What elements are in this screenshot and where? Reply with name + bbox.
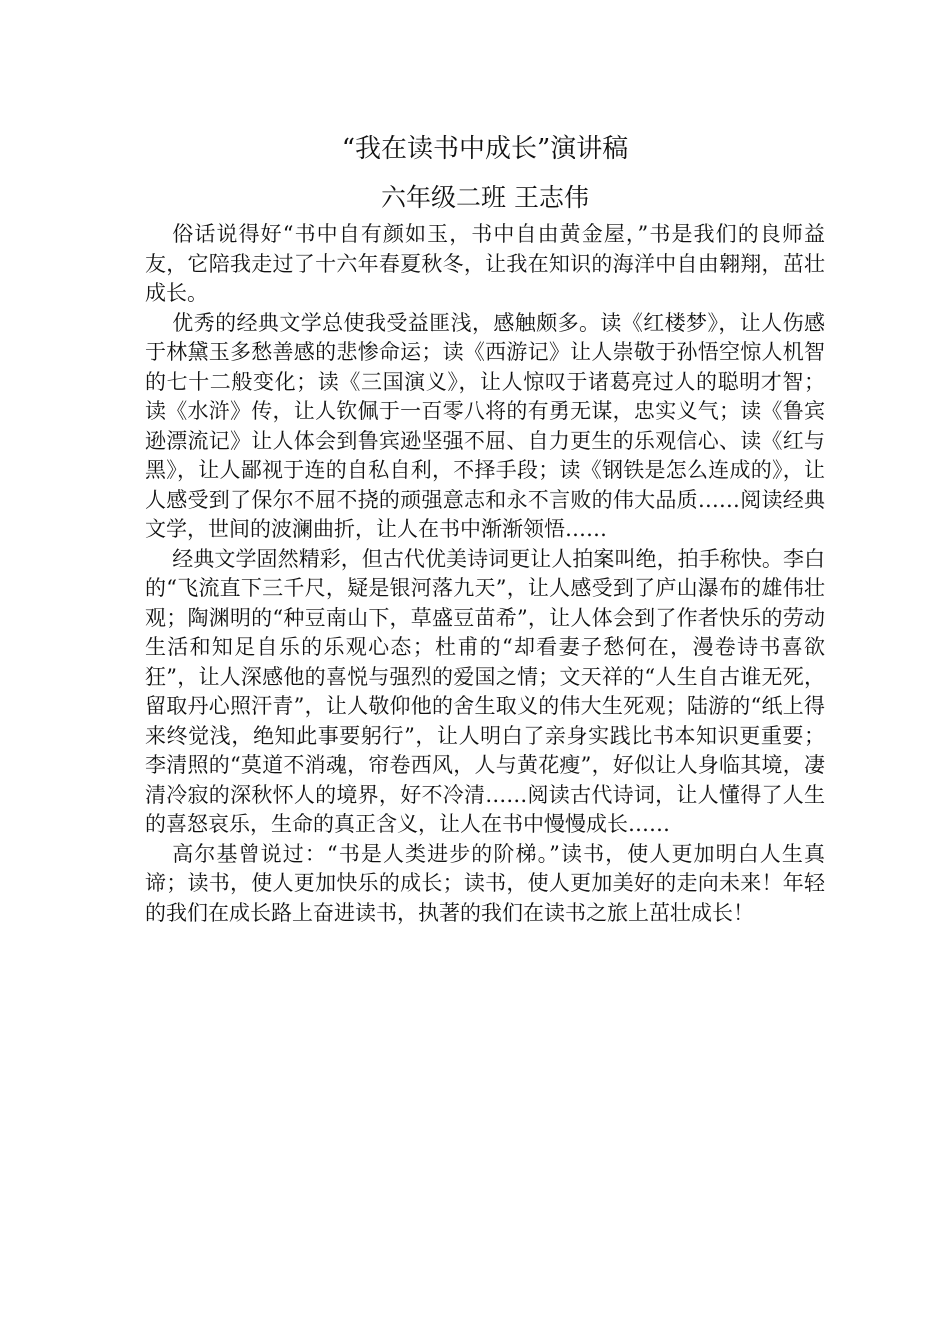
paragraph-poetry: 经典文学固然精彩，但古代优美诗词更让人拍案叫绝，拍手称快。李白的“飞流直下三千尺，疑是银河落九天”，让人感受到了庐山瀑布的雄伟壮观；陶渊明的“种豆南山下，草盛豆苗希”，让人体会到了作者快乐的劳动生活和知足自乐的乐观心态；杜甫的“却看妻子愁何在，漫卷诗书喜欲狂”，让人深感他的喜悦与强烈的爱国之情；文天祥的“人生自古谁无死，留取丹心照汗青”，让人敬仰他的舍生取义的伟大生死观；陆游的“纸上得来终觉浅，绝知此事要躬行”，让人明白了亲身实践比书本知识更重要；李清照的“莫道不消魂，帘卷西风，人与黄花瘦”，好似让人身临其境，凄清冷寂的深秋怀人的境界，好不冷清……阅读古代诗词，让人懂得了人生的喜怒哀乐，生命的真正含义，让人在书中慢慢成长…… [145, 546, 825, 836]
document-title: “我在读书中成长”演讲稿 [341, 134, 629, 164]
document-page [145, 130, 825, 928]
paragraph-intro: 俗话说得好“书中自有颜如玉，书中自由黄金屋，”书是我们的良师益友，它陪我走过了十六年春夏秋冬，让我在知识的海洋中自由翱翔，茁壮成长。 [145, 222, 825, 305]
document-author: 六年级二班 王志伟 [381, 183, 589, 212]
paragraph-classics: 优秀的经典文学总使我受益匪浅，感触颇多。读《红楼梦》，让人伤感于林黛玉多愁善感的悲惨命运；读《西游记》让人崇敬于孙悟空惊人机智的七十二般变化；读《三国演义》，让人惊叹于诸葛亮过人的聪明才智；读《水浒》传，让人钦佩于一百零八将的有勇无谋，忠实义气；读《鲁宾逊漂流记》让人体会到鲁宾逊坚强不屈、自力更生的乐观信心、读《红与黑》，让人鄙视于连的自私自利，不择手段；读《钢铁是怎么连成的》，让人感受到了保尔不屈不挠的顽强意志和永不言败的伟大品质……阅读经典文学，世间的波澜曲折，让人在书中渐渐领悟…… [145, 310, 825, 541]
paragraph-conclusion: 高尔基曾说过：“书是人类进步的阶梯。”读书，使人更加明白人生真谛；读书，使人更加快乐的成长；读书，使人更加美好的走向未来！年轻的我们在成长路上奋进读书，执著的我们在读书之旅上茁壮成长！ [145, 841, 825, 925]
